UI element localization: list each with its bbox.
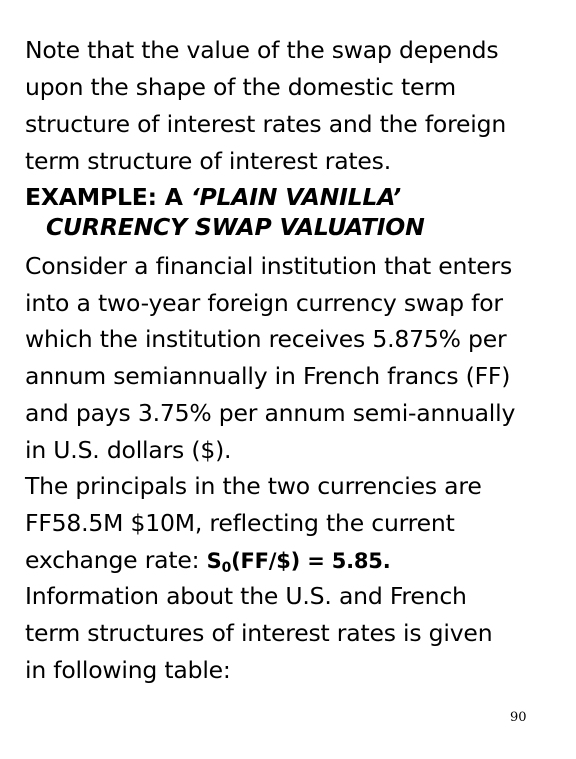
body-line-5: and pays 3.75% per annum semi-annually: [25, 399, 516, 427]
heading-prefix: EXAMPLE: A: [25, 183, 191, 211]
formula-s: S: [206, 549, 222, 573]
intro-line-1: Note that the value of the swap depends: [25, 36, 499, 64]
body-line-1: Consider a financial institution that enters: [25, 252, 512, 280]
body-line-3: which the institution receives 5.875% per: [25, 325, 507, 353]
body-line-2: into a two-year foreign currency swap for: [25, 289, 503, 317]
formula-subscript: 0: [221, 560, 232, 576]
body-line-7: The principals in the two currencies are: [25, 472, 482, 500]
body-line-6: in U.S. dollars ($).: [25, 436, 232, 464]
exchange-rate-formula: [206, 549, 391, 576]
exchange-rate-text: exchange rate:: [25, 546, 207, 574]
body-line-8: FF58.5M $10M, reflecting the current: [25, 509, 455, 537]
intro-line-4: term structure of interest rates.: [25, 147, 391, 175]
intro-line-3: structure of interest rates and the foreign: [25, 110, 507, 138]
closing-line-1: Information about the U.S. and French: [25, 582, 467, 610]
closing-line-3: in following table:: [25, 656, 231, 684]
page-number: 90: [510, 710, 527, 725]
example-heading-line-2: CURRENCY SWAP VALUATION: [46, 213, 425, 241]
body-line-4: annum semiannually in French francs (FF): [25, 362, 511, 390]
example-heading: [25, 182, 401, 212]
heading-italic: ‘PLAIN VANILLA’: [190, 183, 402, 211]
intro-line-2: upon the shape of the domestic term: [25, 73, 456, 101]
closing-line-2: term structures of interest rates is given: [25, 619, 493, 647]
exchange-rate-line: [25, 545, 391, 576]
formula-rest: (FF/$) = 5.85.: [231, 549, 391, 573]
